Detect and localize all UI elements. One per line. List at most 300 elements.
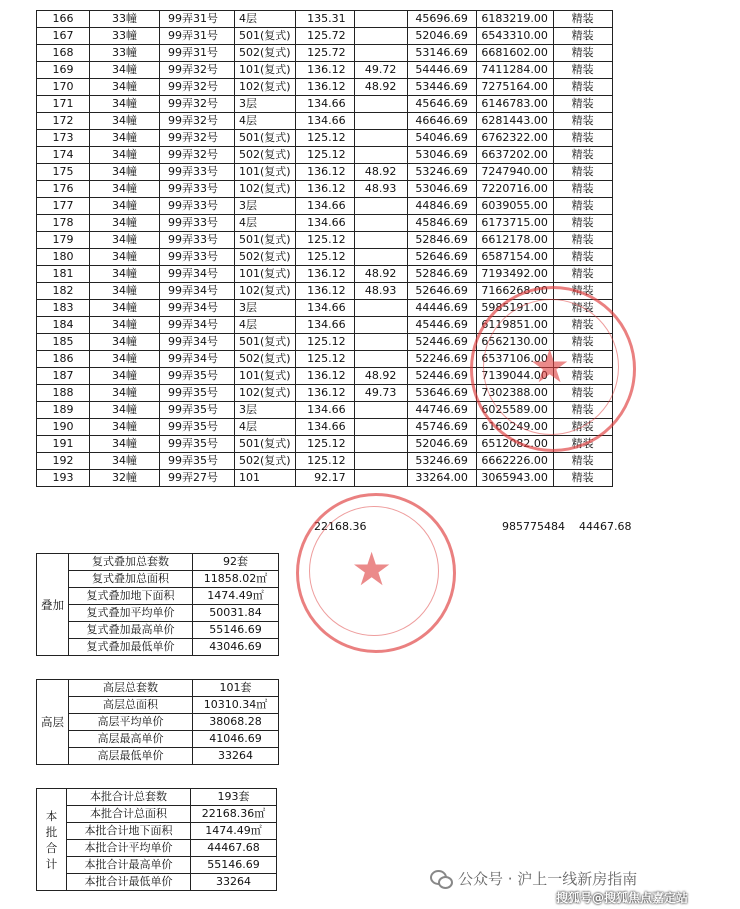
cell-floor: 4层 — [235, 419, 296, 436]
cell-area: 92.17 — [295, 470, 354, 487]
cell-base — [354, 11, 407, 28]
cell-total: 7247940.00 — [476, 164, 553, 181]
red-seal-stamp: ★ — [470, 286, 636, 452]
cell-no: 193 — [37, 470, 90, 487]
cell-addr: 99弄35号 — [160, 436, 235, 453]
cell-area: 136.12 — [295, 79, 354, 96]
cell-base: 48.92 — [354, 368, 407, 385]
cell-addr: 99弄33号 — [160, 249, 235, 266]
cell-unit: 53246.69 — [407, 164, 476, 181]
cell-bld: 34幢 — [90, 351, 160, 368]
cell-bld: 34幢 — [90, 419, 160, 436]
cell-no: 186 — [37, 351, 90, 368]
summary-row — [37, 714, 279, 731]
cell-base — [354, 317, 407, 334]
cell-total: 7139044.00 — [476, 368, 553, 385]
cell-addr: 99弄33号 — [160, 181, 235, 198]
cell-addr: 99弄34号 — [160, 266, 235, 283]
cell-base: 48.93 — [354, 181, 407, 198]
cell-addr: 99弄34号 — [160, 351, 235, 368]
cell-base — [354, 402, 407, 419]
cell-unit: 45746.69 — [407, 419, 476, 436]
summary-label: 高层最低单价 — [69, 748, 193, 765]
summary-row — [37, 554, 279, 571]
cell-bld: 34幢 — [90, 147, 160, 164]
cell-addr: 99弄34号 — [160, 300, 235, 317]
table-row — [37, 130, 613, 147]
cell-area: 136.12 — [295, 266, 354, 283]
cell-floor: 4层 — [235, 317, 296, 334]
cell-unit: 53046.69 — [407, 181, 476, 198]
cell-base — [354, 453, 407, 470]
cell-no: 167 — [37, 28, 90, 45]
summary-value: 92套 — [193, 554, 279, 571]
cell-addr: 99弄35号 — [160, 385, 235, 402]
cell-no: 173 — [37, 130, 90, 147]
cell-base — [354, 198, 407, 215]
cell-total: 6281443.00 — [476, 113, 553, 130]
cell-floor: 4层 — [235, 113, 296, 130]
cell-total: 7302388.00 — [476, 385, 553, 402]
summary-row — [37, 680, 279, 697]
table-row — [37, 181, 613, 198]
cell-no: 185 — [37, 334, 90, 351]
cell-deco: 精装 — [553, 28, 612, 45]
summary-row — [37, 571, 279, 588]
cell-total: 6119851.00 — [476, 317, 553, 334]
cell-bld: 32幢 — [90, 470, 160, 487]
cell-addr: 99弄31号 — [160, 45, 235, 62]
table-row — [37, 453, 613, 470]
table-row — [37, 368, 613, 385]
table-row — [37, 198, 613, 215]
watermark-text: 搜狐号@搜狐焦点嘉定站 — [556, 891, 689, 905]
cell-floor: 101(复式) — [235, 164, 296, 181]
cell-addr: 99弄33号 — [160, 232, 235, 249]
cell-base: 48.92 — [354, 164, 407, 181]
cell-floor: 502(复式) — [235, 249, 296, 266]
cell-deco: 精装 — [553, 402, 612, 419]
table-row — [37, 249, 613, 266]
cell-no: 166 — [37, 11, 90, 28]
cell-no: 169 — [37, 62, 90, 79]
cell-deco: 精装 — [553, 198, 612, 215]
cell-addr: 99弄34号 — [160, 317, 235, 334]
summary-label: 复式叠加地下面积 — [69, 588, 193, 605]
footer-account — [430, 868, 637, 889]
cell-total: 6146783.00 — [476, 96, 553, 113]
cell-deco: 精装 — [553, 368, 612, 385]
summary-label: 本批合计平均单价 — [67, 840, 191, 857]
cell-total: 7275164.00 — [476, 79, 553, 96]
summary-row — [37, 806, 277, 823]
cell-addr: 99弄35号 — [160, 368, 235, 385]
cell-base — [354, 232, 407, 249]
summary-value: 33264 — [193, 748, 279, 765]
table-row — [37, 317, 613, 334]
cell-deco: 精装 — [553, 45, 612, 62]
cell-deco: 精装 — [553, 385, 612, 402]
cell-no: 188 — [37, 385, 90, 402]
cell-base — [354, 470, 407, 487]
cell-no: 181 — [37, 266, 90, 283]
summary-label: 高层总面积 — [69, 697, 193, 714]
cell-no: 171 — [37, 96, 90, 113]
cell-floor: 501(复式) — [235, 232, 296, 249]
cell-base — [354, 351, 407, 368]
cell-base — [354, 45, 407, 62]
cell-unit: 33264.00 — [407, 470, 476, 487]
wechat-icon — [430, 870, 452, 888]
summary-label: 高层最高单价 — [69, 731, 193, 748]
cell-total: 6537106.00 — [476, 351, 553, 368]
summary-label: 高层平均单价 — [69, 714, 193, 731]
cell-area: 134.66 — [295, 402, 354, 419]
table-row — [37, 215, 613, 232]
cell-addr: 99弄32号 — [160, 62, 235, 79]
table-row — [37, 45, 613, 62]
table-row — [37, 300, 613, 317]
table-row — [37, 334, 613, 351]
cell-bld: 34幢 — [90, 402, 160, 419]
cell-deco: 精装 — [553, 266, 612, 283]
cell-unit: 52446.69 — [407, 368, 476, 385]
cell-area: 134.66 — [295, 198, 354, 215]
cell-bld: 34幢 — [90, 113, 160, 130]
cell-base — [354, 28, 407, 45]
cell-no: 172 — [37, 113, 90, 130]
cell-area: 125.72 — [295, 28, 354, 45]
cell-no: 184 — [37, 317, 90, 334]
cell-area: 125.12 — [295, 147, 354, 164]
cell-deco: 精装 — [553, 317, 612, 334]
table-row — [37, 11, 613, 28]
cell-bld: 34幢 — [90, 300, 160, 317]
cell-no: 168 — [37, 45, 90, 62]
cell-unit: 53646.69 — [407, 385, 476, 402]
cell-base — [354, 436, 407, 453]
cell-addr: 99弄34号 — [160, 283, 235, 300]
cell-floor: 102(复式) — [235, 283, 296, 300]
cell-unit: 45846.69 — [407, 215, 476, 232]
summary-value: 1474.49㎡ — [191, 823, 277, 840]
cell-addr: 99弄32号 — [160, 113, 235, 130]
cell-total: 5985191.00 — [476, 300, 553, 317]
cell-unit: 53446.69 — [407, 79, 476, 96]
cell-unit: 44846.69 — [407, 198, 476, 215]
cell-floor: 502(复式) — [235, 453, 296, 470]
table-row — [37, 436, 613, 453]
cell-bld: 34幢 — [90, 79, 160, 96]
cell-unit: 54446.69 — [407, 62, 476, 79]
cell-area: 134.66 — [295, 419, 354, 436]
cell-floor: 101(复式) — [235, 368, 296, 385]
cell-floor: 4层 — [235, 215, 296, 232]
summary-row — [37, 840, 277, 857]
cell-total: 6543310.00 — [476, 28, 553, 45]
cell-total: 7166268.00 — [476, 283, 553, 300]
cell-unit: 52246.69 — [407, 351, 476, 368]
summary-value: 101套 — [193, 680, 279, 697]
summary-label: 本批合计总面积 — [67, 806, 191, 823]
cell-deco: 精装 — [553, 164, 612, 181]
cell-area: 125.72 — [295, 45, 354, 62]
account-name: 公众号 · 沪上一线新房指南 — [458, 870, 638, 888]
cell-total: 7220716.00 — [476, 181, 553, 198]
cell-floor: 501(复式) — [235, 28, 296, 45]
cell-area: 125.12 — [295, 351, 354, 368]
cell-unit: 45646.69 — [407, 96, 476, 113]
cell-deco: 精装 — [553, 334, 612, 351]
cell-base — [354, 419, 407, 436]
cell-total: 6039055.00 — [476, 198, 553, 215]
cell-no: 192 — [37, 453, 90, 470]
cell-addr: 99弄27号 — [160, 470, 235, 487]
cell-addr: 99弄33号 — [160, 164, 235, 181]
cell-unit: 45446.69 — [407, 317, 476, 334]
cell-area: 136.12 — [295, 181, 354, 198]
summary-value: 193套 — [191, 789, 277, 806]
summary-value: 11858.02㎡ — [193, 571, 279, 588]
summary-label: 本批合计最高单价 — [67, 857, 191, 874]
cell-area: 136.12 — [295, 385, 354, 402]
cell-addr: 99弄32号 — [160, 147, 235, 164]
cell-deco: 精装 — [553, 470, 612, 487]
cell-floor: 101 — [235, 470, 296, 487]
summary-value: 22168.36㎡ — [191, 806, 277, 823]
summary-label: 复式叠加最低单价 — [69, 639, 193, 656]
cell-deco: 精装 — [553, 232, 612, 249]
cell-no: 175 — [37, 164, 90, 181]
cell-base — [354, 334, 407, 351]
cell-floor: 3层 — [235, 402, 296, 419]
cell-deco: 精装 — [553, 453, 612, 470]
cell-base: 49.73 — [354, 385, 407, 402]
cell-total: 6562130.00 — [476, 334, 553, 351]
table-row — [37, 266, 613, 283]
cell-deco: 精装 — [553, 215, 612, 232]
cell-bld: 33幢 — [90, 45, 160, 62]
cell-addr: 99弄33号 — [160, 215, 235, 232]
cell-base: 48.92 — [354, 266, 407, 283]
summary-category: 本批合计 — [37, 789, 67, 891]
cell-floor: 502(复式) — [235, 147, 296, 164]
cell-area: 125.12 — [295, 453, 354, 470]
cell-addr: 99弄31号 — [160, 11, 235, 28]
cell-area: 134.66 — [295, 96, 354, 113]
table-row — [37, 164, 613, 181]
cell-floor: 501(复式) — [235, 436, 296, 453]
summary-batch-table — [36, 788, 277, 891]
cell-bld: 34幢 — [90, 436, 160, 453]
summary-stacked-table — [36, 553, 279, 656]
cell-unit: 46646.69 — [407, 113, 476, 130]
cell-no: 183 — [37, 300, 90, 317]
table-row — [37, 283, 613, 300]
table-row — [37, 385, 613, 402]
cell-no: 189 — [37, 402, 90, 419]
cell-total: 6612178.00 — [476, 232, 553, 249]
cell-base — [354, 96, 407, 113]
cell-bld: 34幢 — [90, 232, 160, 249]
cell-unit: 52646.69 — [407, 249, 476, 266]
cell-floor: 3层 — [235, 198, 296, 215]
cell-deco: 精装 — [553, 130, 612, 147]
table-row — [37, 419, 613, 436]
cell-addr: 99弄32号 — [160, 79, 235, 96]
cell-unit: 53146.69 — [407, 45, 476, 62]
cell-area: 125.12 — [295, 232, 354, 249]
cell-floor: 502(复式) — [235, 45, 296, 62]
summary-row — [37, 622, 279, 639]
table-row — [37, 351, 613, 368]
cell-area: 134.66 — [295, 317, 354, 334]
cell-addr: 99弄32号 — [160, 96, 235, 113]
cell-no: 176 — [37, 181, 90, 198]
cell-area: 136.12 — [295, 368, 354, 385]
cell-base — [354, 113, 407, 130]
table-row — [37, 470, 613, 487]
summary-label: 复式叠加最高单价 — [69, 622, 193, 639]
cell-deco: 精装 — [553, 283, 612, 300]
cell-bld: 34幢 — [90, 96, 160, 113]
summary-label: 复式叠加平均单价 — [69, 605, 193, 622]
cell-no: 190 — [37, 419, 90, 436]
summary-value: 55146.69 — [193, 622, 279, 639]
cell-bld: 34幢 — [90, 249, 160, 266]
cell-addr: 99弄33号 — [160, 198, 235, 215]
cell-floor: 3层 — [235, 96, 296, 113]
cell-total: 7193492.00 — [476, 266, 553, 283]
cell-base — [354, 215, 407, 232]
cell-no: 178 — [37, 215, 90, 232]
summary-value: 43046.69 — [193, 639, 279, 656]
cell-deco: 精装 — [553, 249, 612, 266]
table-row — [37, 79, 613, 96]
summary-row — [37, 588, 279, 605]
cell-no: 187 — [37, 368, 90, 385]
table-row — [37, 28, 613, 45]
cell-addr: 99弄32号 — [160, 130, 235, 147]
summary-value: 33264 — [191, 874, 277, 891]
cell-unit: 53246.69 — [407, 453, 476, 470]
cell-no: 174 — [37, 147, 90, 164]
cell-bld: 34幢 — [90, 181, 160, 198]
cell-floor: 501(复式) — [235, 130, 296, 147]
summary-highrise-table — [36, 679, 279, 765]
cell-area: 136.12 — [295, 62, 354, 79]
cell-total: 7411284.00 — [476, 62, 553, 79]
cell-total: 3065943.00 — [476, 470, 553, 487]
cell-floor: 502(复式) — [235, 351, 296, 368]
cell-no: 180 — [37, 249, 90, 266]
cell-area: 134.66 — [295, 215, 354, 232]
cell-bld: 34幢 — [90, 453, 160, 470]
cell-addr: 99弄35号 — [160, 402, 235, 419]
cell-total: 6160249.00 — [476, 419, 553, 436]
cell-no: 177 — [37, 198, 90, 215]
cell-area: 125.12 — [295, 249, 354, 266]
summary-category: 高层 — [37, 680, 69, 765]
cell-area: 134.66 — [295, 300, 354, 317]
summary-value: 1474.49㎡ — [193, 588, 279, 605]
cell-deco: 精装 — [553, 419, 612, 436]
cell-unit: 53046.69 — [407, 147, 476, 164]
cell-bld: 33幢 — [90, 11, 160, 28]
cell-deco: 精装 — [553, 62, 612, 79]
cell-bld: 34幢 — [90, 283, 160, 300]
cell-floor: 101(复式) — [235, 266, 296, 283]
summary-label: 高层总套数 — [69, 680, 193, 697]
cell-unit: 45696.69 — [407, 11, 476, 28]
summary-value: 55146.69 — [191, 857, 277, 874]
summary-label: 复式叠加总面积 — [69, 571, 193, 588]
cell-unit: 44446.69 — [407, 300, 476, 317]
cell-addr: 99弄34号 — [160, 334, 235, 351]
cell-area: 125.12 — [295, 130, 354, 147]
cell-total: 6512082.00 — [476, 436, 553, 453]
cell-deco: 精装 — [553, 113, 612, 130]
cell-unit: 52646.69 — [407, 283, 476, 300]
cell-deco: 精装 — [553, 351, 612, 368]
cell-floor: 102(复式) — [235, 181, 296, 198]
table-row — [37, 232, 613, 249]
cell-bld: 34幢 — [90, 266, 160, 283]
cell-base: 48.93 — [354, 283, 407, 300]
cell-floor: 102(复式) — [235, 385, 296, 402]
cell-base — [354, 300, 407, 317]
summary-label: 复式叠加总套数 — [69, 554, 193, 571]
summary-row — [37, 874, 277, 891]
cell-area: 134.66 — [295, 113, 354, 130]
cell-area: 135.31 — [295, 11, 354, 28]
summary-row — [37, 823, 277, 840]
cell-bld: 34幢 — [90, 198, 160, 215]
cell-base — [354, 249, 407, 266]
cell-total: 6025589.00 — [476, 402, 553, 419]
cell-total: 6173715.00 — [476, 215, 553, 232]
cell-unit: 52046.69 — [407, 28, 476, 45]
summary-value: 41046.69 — [193, 731, 279, 748]
average-price: 44467.68 — [579, 520, 632, 533]
cell-unit: 52046.69 — [407, 436, 476, 453]
cell-total: 6662226.00 — [476, 453, 553, 470]
cell-bld: 34幢 — [90, 317, 160, 334]
cell-no: 182 — [37, 283, 90, 300]
table-row — [37, 96, 613, 113]
red-seal-stamp: ★ — [296, 493, 456, 653]
cell-bld: 34幢 — [90, 334, 160, 351]
summary-row — [37, 639, 279, 656]
total-amount: 985775484 — [502, 520, 565, 533]
cell-total: 6681602.00 — [476, 45, 553, 62]
cell-deco: 精装 — [553, 181, 612, 198]
cell-total: 6183219.00 — [476, 11, 553, 28]
summary-value: 44467.68 — [191, 840, 277, 857]
cell-unit: 52846.69 — [407, 266, 476, 283]
cell-bld: 34幢 — [90, 385, 160, 402]
table-row — [37, 402, 613, 419]
cell-addr: 99弄35号 — [160, 453, 235, 470]
cell-total: 6762322.00 — [476, 130, 553, 147]
summary-row — [37, 789, 277, 806]
cell-no: 179 — [37, 232, 90, 249]
summary-label: 本批合计总套数 — [67, 789, 191, 806]
cell-base — [354, 147, 407, 164]
cell-bld: 34幢 — [90, 368, 160, 385]
cell-base: 49.72 — [354, 62, 407, 79]
cell-unit: 52846.69 — [407, 232, 476, 249]
